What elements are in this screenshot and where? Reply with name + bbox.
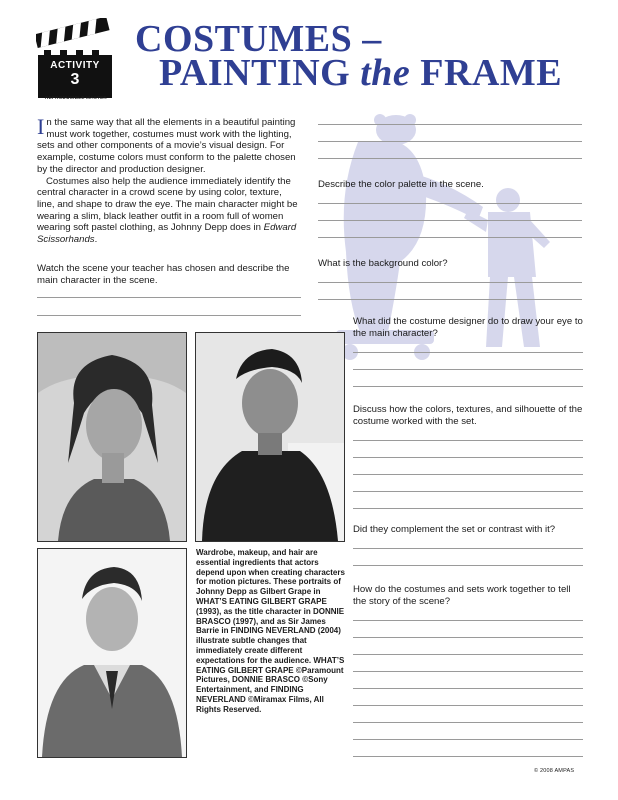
photo-caption: Wardrobe, makeup, and hair are essential ingredients that actors depend upon when creating characters for motion pictures. These portraits of Johnny Depp as Gilbert Grape in WHAT’S EATING GILBERT GRAPE (1993), as the title character in DONNIE BRASCO (1997), and as Sir James Barrie in FINDING NEVERLAND (2004) illustrate subtle changes that immediately create different expectations for the audience. WHAT’S EATING GILBERT GRAPE ©Paramount Pictures, DONNIE BRASCO ©Sony Entertainment, and FINDING NEVERLAND ©Miramax Films, All Rights Reserved. bbox=[196, 548, 345, 714]
answer-line[interactable] bbox=[353, 508, 583, 509]
question-tell-story: How do the costumes and sets work together to tell the story of the scene? bbox=[353, 584, 571, 607]
answer-line[interactable] bbox=[37, 297, 301, 298]
answer-line[interactable] bbox=[353, 705, 583, 706]
answer-line[interactable] bbox=[318, 203, 582, 204]
bear-illustration-icon bbox=[318, 112, 578, 382]
answer-line[interactable] bbox=[353, 440, 583, 441]
intro-paragraph-2: Costumes also help the audience immediately identify the central character in a crowd scene by using color, texture, line, and shape to draw the eye. The main character might be wearing a slim, black leather outfit in a room full of women wearing soft pastel clothing, as Johnny Depp does in Edward Scissorhands. bbox=[37, 175, 298, 246]
badge-number: 3 bbox=[70, 71, 80, 88]
answer-line[interactable] bbox=[353, 620, 583, 621]
answer-line[interactable] bbox=[353, 688, 583, 689]
question-complement-contrast: Did they complement the set or contrast with it? bbox=[353, 524, 556, 535]
page-title bbox=[135, 18, 595, 94]
question-draw-eye: What did the costume designer do to draw your eye to the main character? bbox=[353, 316, 583, 339]
drop-cap: I bbox=[37, 114, 45, 139]
answer-line[interactable] bbox=[318, 124, 582, 125]
question-color-palette: Describe the color palette in the scene. bbox=[318, 179, 484, 190]
answer-line[interactable] bbox=[353, 548, 583, 549]
watch-prompt: Watch the scene your teacher has chosen and describe the main character in the scene. bbox=[37, 263, 290, 286]
answer-line[interactable] bbox=[318, 220, 582, 221]
answer-line[interactable] bbox=[318, 237, 582, 238]
answer-line[interactable] bbox=[353, 722, 583, 723]
answer-line[interactable] bbox=[353, 352, 583, 353]
question-background-color: What is the background color? bbox=[318, 258, 448, 269]
answer-line[interactable] bbox=[353, 671, 583, 672]
question-costume-set: Discuss how the colors, textures, and silhouette of the costume worked with the set. bbox=[353, 404, 583, 427]
portrait-finding-neverland bbox=[37, 548, 187, 758]
answer-line[interactable] bbox=[353, 565, 583, 566]
copyright-notice: © 2008 AMPAS bbox=[534, 768, 575, 774]
badge-word: ACTIVITY bbox=[50, 60, 100, 71]
answer-line[interactable] bbox=[353, 474, 583, 475]
portrait-gilbert-grape bbox=[37, 332, 187, 542]
answer-line[interactable] bbox=[353, 739, 583, 740]
intro-paragraph-1: In the same way that all the elements in a beautiful painting must work together, costumes must work with the lighting, sets and other components of a movie’s visual design. For example, costume colors must conform to the palette chosen by the director and production designer. bbox=[37, 114, 296, 175]
intro-text bbox=[37, 114, 301, 246]
answer-line[interactable] bbox=[353, 637, 583, 638]
answer-line[interactable] bbox=[318, 282, 582, 283]
title-line2: PAINTING the FRAME bbox=[159, 52, 563, 94]
answer-line[interactable] bbox=[318, 158, 582, 159]
answer-line[interactable] bbox=[353, 491, 583, 492]
answer-line[interactable] bbox=[318, 141, 582, 142]
answer-line[interactable] bbox=[353, 756, 583, 757]
answer-line[interactable] bbox=[37, 315, 301, 316]
answer-line[interactable] bbox=[353, 457, 583, 458]
badge-label: REPRODUCIBLE MASTER bbox=[45, 95, 107, 100]
answer-line[interactable] bbox=[318, 299, 582, 300]
answer-line[interactable] bbox=[353, 369, 583, 370]
portrait-donnie-brasco bbox=[195, 332, 345, 542]
answer-line[interactable] bbox=[353, 386, 583, 387]
title-line1: COSTUMES – bbox=[135, 18, 382, 60]
answer-line[interactable] bbox=[353, 654, 583, 655]
